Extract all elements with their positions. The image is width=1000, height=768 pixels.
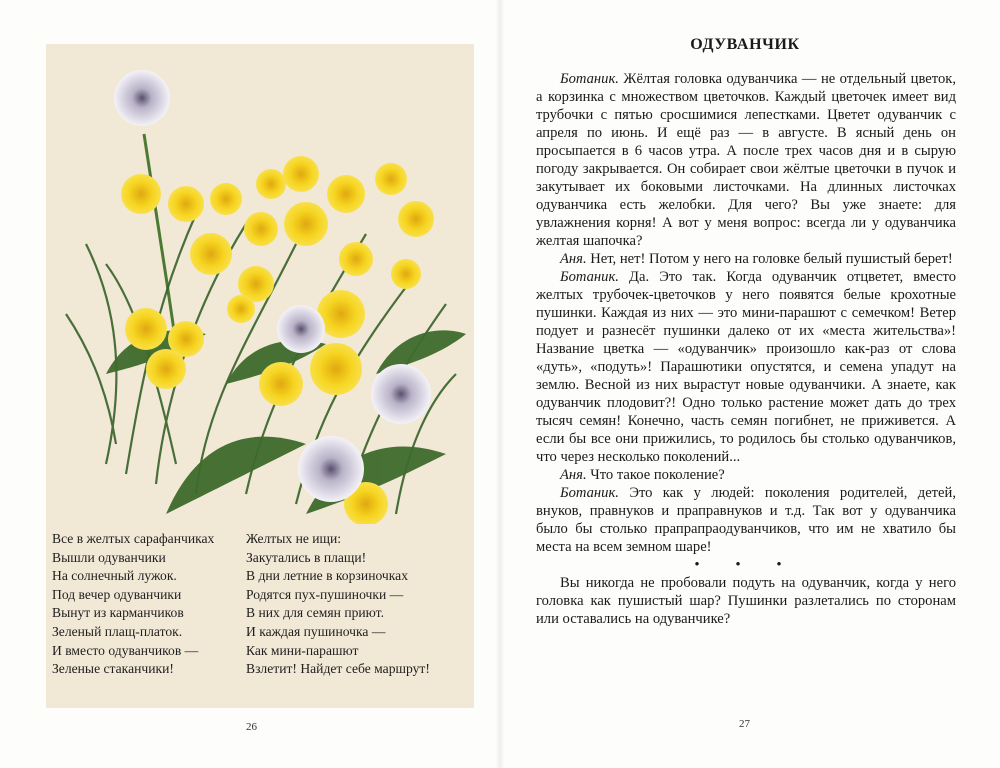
paragraph — [536, 484, 956, 556]
speaker-label: Аня. — [560, 251, 587, 267]
poem-line: В дни летние в корзиночках — [246, 568, 408, 584]
poem-line: Закутались в плащи! — [246, 549, 367, 565]
book-gutter — [496, 0, 504, 768]
poem-line: Под вечер одуванчики — [52, 586, 182, 602]
dandelion-illustration — [46, 44, 474, 524]
paragraph — [536, 268, 956, 466]
page-number-right: 27 — [739, 718, 750, 730]
poem-line: Вынут из карманчиков — [52, 605, 184, 621]
poem-line: Зеленые стаканчики! — [52, 661, 174, 677]
poem-line: И каждая пушиночка — — [246, 623, 386, 639]
page-number-left: 26 — [246, 721, 257, 733]
poem-stanza-2 — [246, 530, 430, 679]
paragraph-text: Нет, нет! Потом у него на головке белый пушистый берет! — [586, 251, 953, 267]
poem-line: И вместо одуванчиков — — [52, 642, 199, 658]
poem-line: Как мини-парашют — [246, 642, 359, 658]
poem-line: Зеленый плащ-платок. — [52, 623, 183, 639]
poem-line: Взлетит! Найдет себе маршрут! — [246, 661, 430, 677]
poem-stanza-1 — [52, 530, 214, 679]
paragraph-text: Да. Это так. Когда одуванчик отцветет, вместо желтых трубочек-цветочков у него появятся белые крохотные пушинки. Каждая из них — это мини-парашют с семечком! Ветер подует и разнесёт пушинки далеко от их «места жительства»! Название цветка — «одуванчик» произошло как-раз от слова «дуть», «подуть»! Парашютики опустятся, и семена упадут на землю. Весной из них вырастут новые одуванчики. А знаете, как одуванчик плодовит?! Одно только растение может дать до трех тысяч семян! Конечно, часть семян погибнет, не приживется. А если бы все они прижились, то родилось бы столько одуванчиков, что через несколько поколений... — [536, 269, 956, 465]
paragraph — [536, 70, 956, 250]
left-page-panel — [46, 44, 474, 708]
speaker-label: Ботаник. — [560, 485, 619, 501]
poem-line: Вышли одуванчики — [52, 549, 166, 565]
poem-line: В них для семян приют. — [246, 605, 384, 621]
poem-line: Родятся пух-пушиночки — — [246, 586, 404, 602]
article-body — [536, 70, 956, 628]
page-title: ОДУВАНЧИК — [690, 36, 800, 53]
paragraph-text: Жёлтая головка одуванчика — не отдельный цветок, а корзинка с множеством цветочков. Каждый цветочек имеет вид трубочки с пятью сросшимися лепестками. Цветет одуванчик с апреля по июнь. И ещё раз — в августе. В ясный день он просыпается в 6 часов утра. А после трех часов дня и в сырую погоду закрывается. Он собирает свои жёлтые цветочки в пучок и закутывает их боковыми листочками. На длинных листочках одуванчика есть желобки. Для чего? Вы уже знаете: для увлажнения корня! А вот у меня вопрос: всегда ли у одуванчика желтая шапочка? — [536, 71, 956, 249]
speaker-label: Аня. — [560, 467, 587, 483]
paragraph-text: Это как у людей: поколения родителей, детей, внуков, правнуков и праправнуков и т.д. Так вот у одуванчика было бы столько прапрапраодуванчиков, что им не хватило бы места на всем земном шаре! — [536, 485, 956, 555]
poem-line: Все в желтых сарафанчиках — [52, 531, 215, 546]
paragraph — [536, 250, 956, 268]
paragraph-text: Что такое поколение? — [586, 467, 725, 483]
paragraph — [536, 466, 956, 484]
speaker-label: Ботаник. — [560, 269, 619, 285]
poem-line: На солнечный лужок. — [52, 568, 177, 584]
poem-line: Желтых не ищи: — [246, 531, 342, 546]
speaker-label: Ботаник. — [560, 71, 619, 87]
section-divider: • • • — [694, 557, 798, 573]
closing-paragraph: Вы никогда не пробовали подуть на одуванчик, когда у него головка как пушистый шар? Пушинки разлетались по сторонам или оставались на одуванчике? — [536, 575, 956, 627]
